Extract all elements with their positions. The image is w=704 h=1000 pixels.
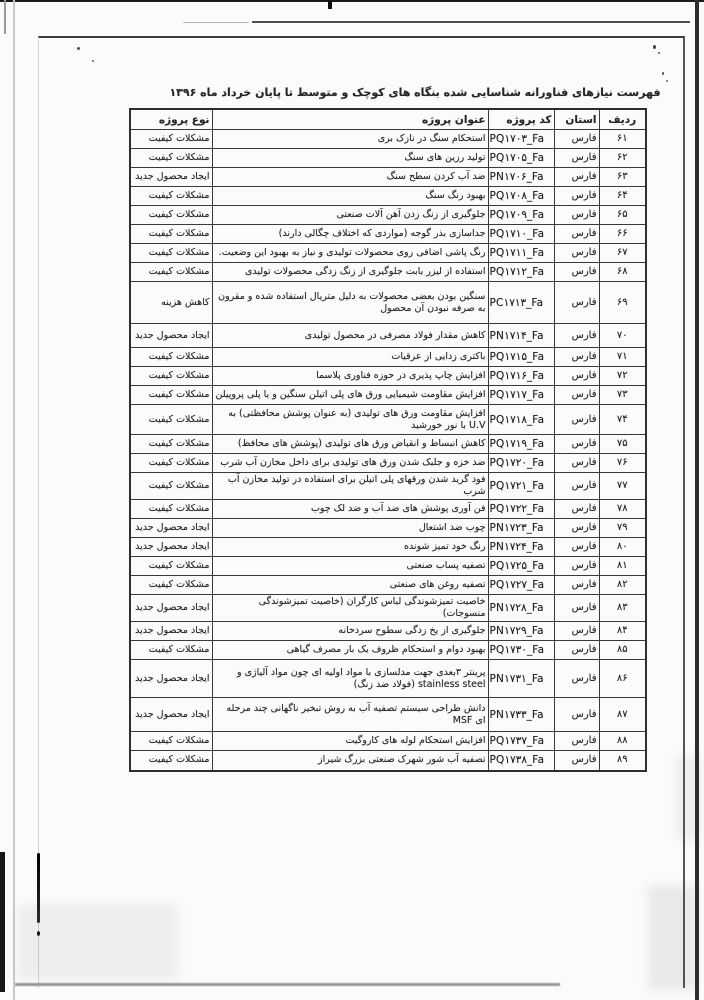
table-row — [130, 557, 646, 576]
row-number-cell: ۷۸ — [599, 500, 646, 519]
scan-smudge — [676, 755, 700, 840]
row-number-cell: ۶۴ — [599, 187, 646, 206]
row-number-cell: ۷۳ — [599, 386, 646, 405]
project-title-cell: افزایش مقاومت شیمیایی ورق های پلی اتیلن سنگین و یا پلی پروپیلن — [212, 386, 488, 405]
project-code-cell — [488, 367, 554, 386]
project-code: PQ۱۷۱۵_Fa — [489, 351, 545, 363]
project-code: PN۱۷۳۱_Fa — [489, 672, 544, 685]
table-row — [130, 225, 646, 244]
row-number-cell: ۶۶ — [599, 225, 646, 244]
project-title-cell: استفاده از لیزر بابت جلوگیری از زنگ زدگی محصولات تولیدی — [212, 263, 488, 282]
project-title-cell: جداسازی بذر گوجه (مواردی که اختلاف چگالی دارند) — [212, 225, 488, 244]
project-code: PQ۱۷۱۰_Fa — [489, 228, 545, 240]
project-code-cell — [488, 206, 554, 225]
row-number-cell: ۶۸ — [599, 263, 646, 282]
province-cell: فارس — [554, 348, 599, 367]
project-code: PQ۱۷۳۸_Fa — [489, 754, 545, 767]
project-code-cell — [488, 698, 554, 732]
project-type-cell: ایجاد محصول جدید — [130, 519, 212, 538]
table-row — [130, 732, 646, 751]
project-type-cell: مشکلات کیفیت — [130, 751, 212, 771]
project-type-cell: مشکلات کیفیت — [130, 641, 212, 660]
project-code: PQ۱۷۰۵_Fa — [489, 152, 545, 164]
row-number-cell: ۸۰ — [599, 538, 646, 557]
province-cell: فارس — [554, 732, 599, 751]
project-title-cell: باکتری زدایی از عرقیات — [212, 348, 488, 367]
table-row — [130, 187, 646, 206]
project-code-cell — [488, 282, 554, 324]
project-code-cell — [488, 149, 554, 168]
pen-dot-mark — [37, 931, 40, 936]
project-code-cell — [488, 473, 554, 500]
province-cell: فارس — [554, 435, 599, 454]
project-type-cell: مشکلات کیفیت — [130, 386, 212, 405]
project-code: PQ۱۷۱۶_Fa — [489, 370, 545, 382]
province-cell: فارس — [554, 386, 599, 405]
project-code-cell — [488, 348, 554, 367]
project-code-cell — [488, 435, 554, 454]
project-title-cell: چوب ضد اشتعال — [212, 519, 488, 538]
project-code-cell — [488, 225, 554, 244]
header-project-type: نوع پروژه — [130, 109, 212, 130]
scan-top-rule-faint — [183, 22, 249, 23]
project-code: PN۱۷۳۳_Fa — [489, 708, 544, 721]
row-number-cell: ۸۵ — [599, 641, 646, 660]
project-type-cell: مشکلات کیفیت — [130, 405, 212, 435]
project-type-cell: مشکلات کیفیت — [130, 557, 212, 576]
scan-left-edge-dark — [0, 852, 5, 992]
project-type-cell: ایجاد محصول جدید — [130, 168, 212, 187]
project-title-cell: فن آوری پوشش های ضد آب و ضد لک چوب — [212, 500, 488, 519]
project-type-cell: مشکلات کیفیت — [130, 500, 212, 519]
project-code-cell — [488, 751, 554, 771]
row-number-cell: ۸۹ — [599, 751, 646, 771]
scan-speck — [666, 80, 668, 82]
table-header-row — [130, 109, 646, 130]
table-row — [130, 751, 646, 771]
pen-streak-mark — [37, 853, 40, 923]
projects-table — [129, 108, 647, 772]
project-type-cell: مشکلات کیفیت — [130, 348, 212, 367]
project-title-cell: جلوگیری از یخ زدگی سطوح سردخانه — [212, 622, 488, 641]
project-code-cell — [488, 324, 554, 348]
row-number-cell: ۶۳ — [599, 168, 646, 187]
table-row — [130, 130, 646, 149]
row-number-cell: ۶۱ — [599, 130, 646, 149]
project-type-cell: ایجاد محصول جدید — [130, 595, 212, 622]
project-code: PQ۱۷۱۱_Fa — [489, 247, 545, 259]
province-cell: فارس — [554, 225, 599, 244]
project-title-cell: بهبود دوام و استحکام ظروف یک بار مصرف گیاهی — [212, 641, 488, 660]
scan-speck — [662, 72, 664, 75]
province-cell: فارس — [554, 454, 599, 473]
scan-top-edge — [0, 0, 704, 2]
project-code-cell — [488, 386, 554, 405]
row-number-cell: ۷۰ — [599, 324, 646, 348]
project-code: PQ۱۷۰۳_Fa — [489, 133, 545, 145]
row-number-cell: ۷۱ — [599, 348, 646, 367]
row-number-cell: ۶۲ — [599, 149, 646, 168]
project-code: PQ۱۷۳۷_Fa — [489, 735, 545, 747]
project-code-cell — [488, 500, 554, 519]
project-type-cell: مشکلات کیفیت — [130, 473, 212, 500]
project-code: PQ۱۷۰۸_Fa — [489, 190, 545, 202]
project-code: PN۱۷۱۴_Fa — [489, 329, 544, 342]
project-type-cell: مشکلات کیفیت — [130, 367, 212, 386]
project-type-cell: ایجاد محصول جدید — [130, 538, 212, 557]
row-number-cell: ۸۷ — [599, 698, 646, 732]
province-cell: فارس — [554, 206, 599, 225]
project-code: PQ۱۷۰۹_Fa — [489, 209, 545, 221]
project-code-cell — [488, 576, 554, 595]
row-number-cell: ۷۹ — [599, 519, 646, 538]
scan-left-line — [13, 0, 15, 1000]
project-title-cell: رنگ پاشی اضافی روی محصولات تولیدی و نیاز به بهبود این وضعیت. — [212, 244, 488, 263]
project-title-cell: ضد خزه و جلبک شدن ورق های تولیدی برای داخل مخازن آب شرب — [212, 454, 488, 473]
project-code-cell — [488, 405, 554, 435]
row-number-cell: ۶۵ — [599, 206, 646, 225]
table-row — [130, 282, 646, 324]
row-number-cell: ۸۲ — [599, 576, 646, 595]
project-type-cell: مشکلات کیفیت — [130, 187, 212, 206]
row-number-cell: ۷۷ — [599, 473, 646, 500]
province-cell: فارس — [554, 187, 599, 206]
project-title-cell: بهبود رنگ سنگ — [212, 187, 488, 206]
project-title-cell: تولید رزین های سنگ — [212, 149, 488, 168]
row-number-cell: ۸۴ — [599, 622, 646, 641]
project-type-cell: ایجاد محصول جدید — [130, 660, 212, 698]
project-title-cell: افزایش چاپ پذیری در حوزه فناوری پلاسما — [212, 367, 488, 386]
project-type-cell: مشکلات کیفیت — [130, 130, 212, 149]
row-number-cell: ۸۱ — [599, 557, 646, 576]
row-number-cell: ۸۶ — [599, 660, 646, 698]
project-title-cell: دانش طراحی سیستم تصفیه آب به روش تبخیر ناگهانی چند مرحله ای MSF — [212, 698, 488, 732]
project-title-cell: پرینتر ۳بعدی جهت مدلسازی با مواد اولیه ای چون مواد آلیاژی و stainless steel (فولاد ضد زنگ) — [212, 660, 488, 698]
province-cell: فارس — [554, 367, 599, 386]
header-project-code: کد پروژه — [488, 109, 554, 130]
project-code: PN۱۷۰۶_Fa — [489, 171, 544, 183]
province-cell: فارس — [554, 557, 599, 576]
table-row — [130, 576, 646, 595]
table-row — [130, 263, 646, 282]
project-code: PQ۱۷۱۷_Fa — [489, 389, 545, 401]
project-title-cell: تصفیه آب شور شهرک صنعتی بزرگ شیراز — [212, 751, 488, 771]
scan-right-edge — [695, 0, 699, 1000]
province-cell: فارس — [554, 595, 599, 622]
project-code-cell — [488, 130, 554, 149]
project-code: PC۱۷۱۳_Fa — [489, 296, 544, 309]
scan-speck — [658, 52, 660, 54]
project-title-cell: تصفیه روغن های صنعتی — [212, 576, 488, 595]
scan-speck — [653, 45, 656, 49]
row-number-cell: ۷۴ — [599, 405, 646, 435]
table-row — [130, 405, 646, 435]
project-code: PN۱۷۲۳_Fa — [489, 522, 544, 534]
province-cell: فارس — [554, 519, 599, 538]
project-code: PN۱۷۲۴_Fa — [489, 541, 544, 553]
table-row — [130, 206, 646, 225]
project-type-cell: ایجاد محصول جدید — [130, 698, 212, 732]
project-type-cell: مشکلات کیفیت — [130, 206, 212, 225]
project-code-cell — [488, 622, 554, 641]
table-row — [130, 348, 646, 367]
project-title-cell: استحکام سنگ در نازک بری — [212, 130, 488, 149]
scan-smudge — [18, 905, 178, 980]
project-type-cell: ایجاد محصول جدید — [130, 324, 212, 348]
table-row — [130, 367, 646, 386]
project-title-cell: افزایش استحکام لوله های کاروگیت — [212, 732, 488, 751]
project-title-cell: کاهش انبساط و انقباض ورق های تولیدی (پوشش های محافظ) — [212, 435, 488, 454]
province-cell: فارس — [554, 500, 599, 519]
project-code-cell — [488, 538, 554, 557]
table-row — [130, 149, 646, 168]
project-type-cell: کاهش هزینه — [130, 282, 212, 324]
table-row — [130, 595, 646, 622]
row-number-cell: ۷۲ — [599, 367, 646, 386]
province-cell: فارس — [554, 660, 599, 698]
project-title-cell: فود گرید شدن ورقهای پلی اتیلن برای استفاده در تولید مخازن آب شرب — [212, 473, 488, 500]
province-cell: فارس — [554, 130, 599, 149]
project-code-cell — [488, 595, 554, 622]
project-type-cell: مشکلات کیفیت — [130, 454, 212, 473]
province-cell: فارس — [554, 751, 599, 771]
province-cell: فارس — [554, 641, 599, 660]
project-code: PQ۱۷۱۸_Fa — [489, 413, 545, 426]
row-number-cell: ۶۹ — [599, 282, 646, 324]
table-row — [130, 622, 646, 641]
table-row — [130, 386, 646, 405]
project-code-cell — [488, 187, 554, 206]
table-row — [130, 435, 646, 454]
province-cell: فارس — [554, 473, 599, 500]
project-code: PQ۱۷۲۵_Fa — [489, 560, 545, 572]
project-type-cell: مشکلات کیفیت — [130, 576, 212, 595]
province-cell: فارس — [554, 698, 599, 732]
project-title-cell: تصفیه پساب صنعتی — [212, 557, 488, 576]
table-row — [130, 473, 646, 500]
table-row — [130, 454, 646, 473]
header-row-number: ردیف — [599, 109, 646, 130]
project-code: PQ۱۷۳۰_Fa — [489, 644, 545, 656]
table-row — [130, 519, 646, 538]
project-code: PN۱۷۲۹_Fa — [489, 625, 544, 637]
project-code-cell — [488, 263, 554, 282]
project-code: PQ۱۷۲۰_Fa — [489, 457, 545, 469]
project-code: PQ۱۷۱۹_Fa — [489, 438, 545, 450]
scan-top-rule — [252, 21, 690, 23]
project-code-cell — [488, 244, 554, 263]
province-cell: فارس — [554, 538, 599, 557]
project-code-cell — [488, 732, 554, 751]
scan-bottom-line — [15, 983, 560, 986]
project-type-cell: مشکلات کیفیت — [130, 435, 212, 454]
province-cell: فارس — [554, 622, 599, 641]
project-code: PQ۱۷۲۱_Fa — [489, 480, 545, 492]
table-row — [130, 500, 646, 519]
project-type-cell: مشکلات کیفیت — [130, 149, 212, 168]
province-cell: فارس — [554, 244, 599, 263]
project-type-cell: مشکلات کیفیت — [130, 732, 212, 751]
document-title: فهرست نیازهای فناورانه شناسایی شده بنگاه های کوچک و متوسط تا پایان خرداد ماه ۱۳۹۶ — [169, 86, 661, 99]
row-number-cell: ۸۸ — [599, 732, 646, 751]
row-number-cell: ۶۷ — [599, 244, 646, 263]
table-row — [130, 660, 646, 698]
project-code-cell — [488, 641, 554, 660]
scan-left-edge-top — [4, 0, 6, 34]
project-title-cell: ضد آب کردن سطح سنگ — [212, 168, 488, 187]
header-project-title: عنوان پروژه — [212, 109, 488, 130]
province-cell: فارس — [554, 168, 599, 187]
scan-smudge — [648, 885, 696, 990]
table-row — [130, 538, 646, 557]
province-cell: فارس — [554, 282, 599, 324]
project-title-cell: خاصیت تمیزشوندگی لباس کارگران (خاصیت تمیزشوندگی منسوجات) — [212, 595, 488, 622]
row-number-cell: ۷۵ — [599, 435, 646, 454]
project-code: PN۱۷۲۸_Fa — [489, 602, 544, 614]
province-cell: فارس — [554, 405, 599, 435]
project-code-cell — [488, 454, 554, 473]
table-row — [130, 641, 646, 660]
scan-speck — [92, 60, 94, 62]
province-cell: فارس — [554, 576, 599, 595]
project-title-cell: کاهش مقدار فولاد مصرفی در محصول تولیدی — [212, 324, 488, 348]
province-cell: فارس — [554, 263, 599, 282]
project-code: PQ۱۷۲۷_Fa — [489, 579, 545, 591]
project-title-cell: رنگ خود تمیز شونده — [212, 538, 488, 557]
table-row — [130, 324, 646, 348]
project-type-cell: مشکلات کیفیت — [130, 225, 212, 244]
project-title-cell: افزایش مقاومت ورق های تولیدی (به عنوان پوشش محافظتی) به U.V با نور خورشید — [212, 405, 488, 435]
project-code-cell — [488, 557, 554, 576]
scan-speck — [77, 47, 80, 50]
project-code-cell — [488, 519, 554, 538]
project-type-cell: مشکلات کیفیت — [130, 244, 212, 263]
project-type-cell: مشکلات کیفیت — [130, 263, 212, 282]
province-cell: فارس — [554, 149, 599, 168]
row-number-cell: ۸۳ — [599, 595, 646, 622]
table-row — [130, 168, 646, 187]
project-code-cell — [488, 168, 554, 187]
table-row — [130, 698, 646, 732]
scan-top-tick — [328, 0, 332, 9]
project-code: PQ۱۷۱۲_Fa — [489, 266, 545, 278]
project-code-cell — [488, 660, 554, 698]
project-title-cell: جلوگیری از زنگ زدن آهن آلات صنعتی — [212, 206, 488, 225]
header-province: استان — [554, 109, 599, 130]
project-code: PQ۱۷۲۲_Fa — [489, 503, 545, 515]
row-number-cell: ۷۶ — [599, 454, 646, 473]
province-cell: فارس — [554, 324, 599, 348]
table-row — [130, 244, 646, 263]
project-title-cell: سنگین بودن بعضی محصولات به دلیل متریال استفاده شده و مقرون به صرفه نبودن آن محصول — [212, 282, 488, 324]
project-type-cell: ایجاد محصول جدید — [130, 622, 212, 641]
